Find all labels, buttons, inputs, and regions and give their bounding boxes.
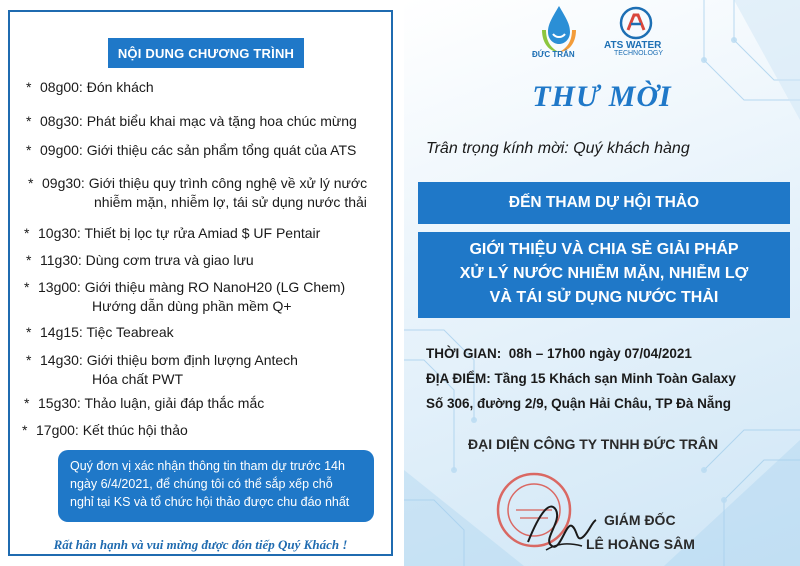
event-topic-band (418, 232, 790, 318)
schedule-item: * 08g30: Phát biểu khai mạc và tặng hoa chúc mừng (26, 113, 357, 129)
confirmation-line: ngày 6/4/2021, để chúng tôi có thể sắp xếp chỗ (70, 477, 333, 491)
invitation-title: THƯ MỜI (532, 80, 672, 113)
schedule-item: * 14g15: Tiệc Teabreak (26, 324, 174, 340)
schedule-item-continuation: Hướng dẫn dùng phần mềm Q+ (92, 298, 292, 314)
schedule-item: * 17g00: Kết thúc hội thảo (22, 422, 188, 438)
program-header: NỘI DUNG CHƯƠNG TRÌNH (108, 38, 304, 68)
director-title: GIÁM ĐỐC (604, 512, 676, 528)
program-panel (8, 10, 393, 556)
schedule-item: * 13g00: Giới thiệu màng RO NanoH20 (LG Chem) (24, 279, 346, 295)
event-band: ĐẾN THAM DỰ HỘI THẢO (418, 182, 790, 224)
invitation-greeting: Trân trọng kính mời: Quý khách hàng (426, 140, 690, 157)
schedule-item: * 15g30: Thảo luận, giải đáp thắc mắc (24, 395, 265, 411)
welcome-message: Rất hân hạnh và vui mừng được đón tiếp Quý Khách ! (53, 537, 348, 552)
event-topic-line: XỬ LÝ NƯỚC NHIỄM MẶN, NHIỄM LỢ (459, 265, 749, 282)
schedule-item-continuation: Hóa chất PWT (92, 371, 184, 387)
confirmation-line: Quý đơn vị xác nhận thông tin tham dự trước 14h (70, 459, 345, 473)
event-topic-line: GIỚI THIỆU VÀ CHIA SẺ GIẢI PHÁP (469, 241, 739, 258)
event-topic-line: VÀ TÁI SỬ DỤNG NƯỚC THẢI (489, 289, 719, 306)
schedule-item: * 08g00: Đón khách (26, 79, 154, 95)
schedule-item: * 10g30: Thiết bị lọc tự rửa Amiad $ UF Pentair (24, 225, 321, 241)
ats-logo-subtitle: TECHNOLOGY (614, 50, 664, 57)
director-name: LÊ HOÀNG SÂM (586, 536, 695, 552)
ats-logo-icon (619, 6, 653, 40)
confirmation-box (58, 450, 374, 522)
company-representative: ĐẠI DIỆN CÔNG TY TNHH ĐỨC TRÂN (468, 436, 719, 452)
schedule-item: * 11g30: Dùng cơm trưa và giao lưu (26, 252, 254, 268)
event-time: THỜI GIAN: 08h – 17h00 ngày 07/04/2021 (426, 346, 692, 361)
schedule-item-continuation: nhiễm mặn, nhiễm lợ, tái sử dụng nước thải (94, 194, 367, 210)
confirmation-line: nghỉ tại KS và tổ chức hội thảo được chu đáo nhất (70, 495, 350, 509)
schedule-item: * 14g30: Giới thiệu bơm định lượng Antech (26, 352, 298, 368)
invitation-panel (404, 0, 800, 566)
ats-logo-name: ATS WATER (604, 40, 662, 51)
duc-tran-logo-text: ĐỨC TRÂN (532, 50, 575, 59)
schedule-item: * 09g00: Giới thiệu các sản phẩm tổng quát của ATS (26, 142, 357, 158)
event-address: Số 306, đường 2/9, Quận Hải Châu, TP Đà Nẵng (426, 396, 731, 411)
event-place: ĐỊA ĐIỂM: Tầng 15 Khách sạn Minh Toàn Galaxy (426, 371, 736, 386)
schedule-item: * 09g30: Giới thiệu quy trình công nghệ về xử lý nước (28, 175, 368, 191)
